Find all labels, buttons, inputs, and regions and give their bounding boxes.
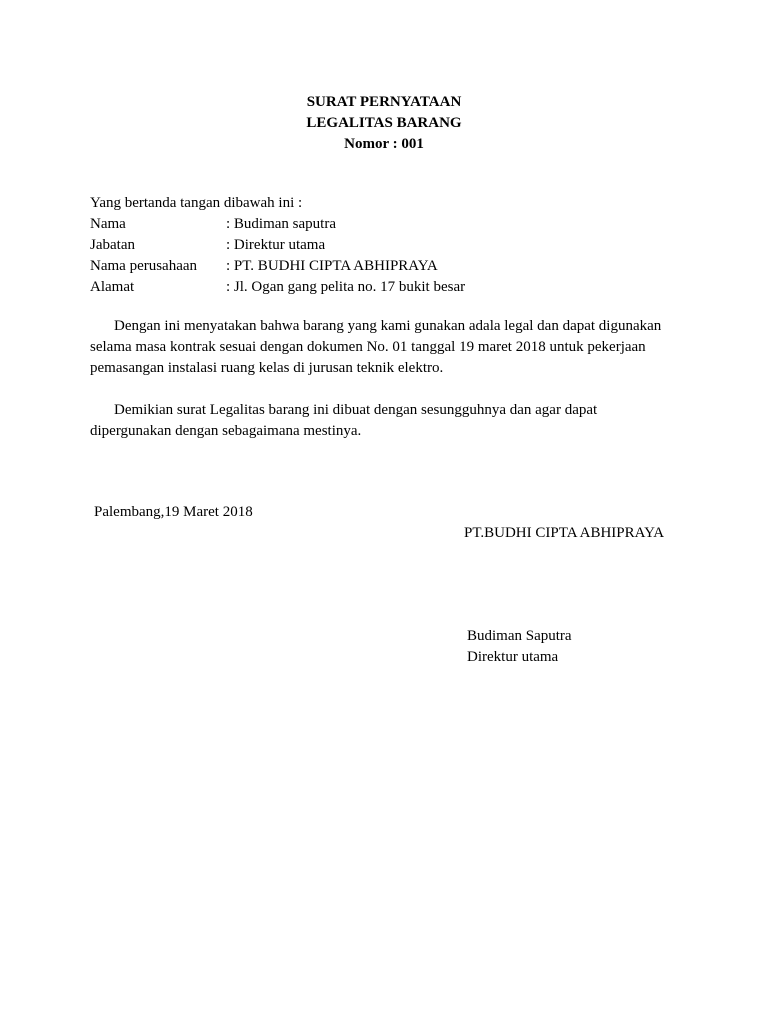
intro-text: Yang bertanda tangan dibawah ini : bbox=[90, 195, 303, 211]
signer-name: Budiman Saputra bbox=[467, 628, 572, 644]
paragraph-line: Dengan ini menyatakan bahwa barang yang kami gunakan adala legal dan dapat digunakan bbox=[114, 318, 662, 334]
field-row-address bbox=[90, 277, 590, 298]
paragraph-line: Demikian surat Legalitas barang ini dibuat dengan sesungguhnya dan agar dapat bbox=[114, 402, 598, 418]
signer-title: Direktur utama bbox=[467, 649, 559, 665]
paragraph-line: dipergunakan dengan sebagaimana mestinya. bbox=[90, 423, 362, 439]
field-row-name bbox=[90, 214, 590, 235]
field-value: : Jl. Ogan gang pelita no. 17 bukit besar bbox=[226, 279, 466, 295]
field-value: : Direktur utama bbox=[226, 237, 326, 253]
statement-paragraph bbox=[90, 316, 680, 379]
field-label: Jabatan bbox=[90, 237, 135, 253]
closing-paragraph bbox=[90, 400, 680, 442]
paragraph-line: selama masa kontrak sesuai dengan dokumen No. 01 tanggal 19 maret 2018 untuk pekerjaan bbox=[90, 339, 646, 355]
place-date: Palembang,19 Maret 2018 bbox=[94, 504, 253, 520]
field-label: Nama bbox=[90, 216, 126, 232]
paragraph-line: pemasangan instalasi ruang kelas di jurusan teknik elektro. bbox=[90, 360, 444, 376]
signature-company: PT.BUDHI CIPTA ABHIPRAYA bbox=[464, 525, 665, 541]
field-row-company bbox=[90, 256, 590, 277]
document-number: Nomor : 001 bbox=[344, 136, 424, 152]
field-label: Alamat bbox=[90, 279, 135, 295]
field-row-position bbox=[90, 235, 590, 256]
field-value: : PT. BUDHI CIPTA ABHIPRAYA bbox=[226, 258, 438, 274]
document-subtitle: LEGALITAS BARANG bbox=[306, 115, 462, 131]
field-value: : Budiman saputra bbox=[226, 216, 336, 232]
document-title: SURAT PERNYATAAN bbox=[306, 94, 462, 110]
field-label: Nama perusahaan bbox=[90, 258, 198, 274]
